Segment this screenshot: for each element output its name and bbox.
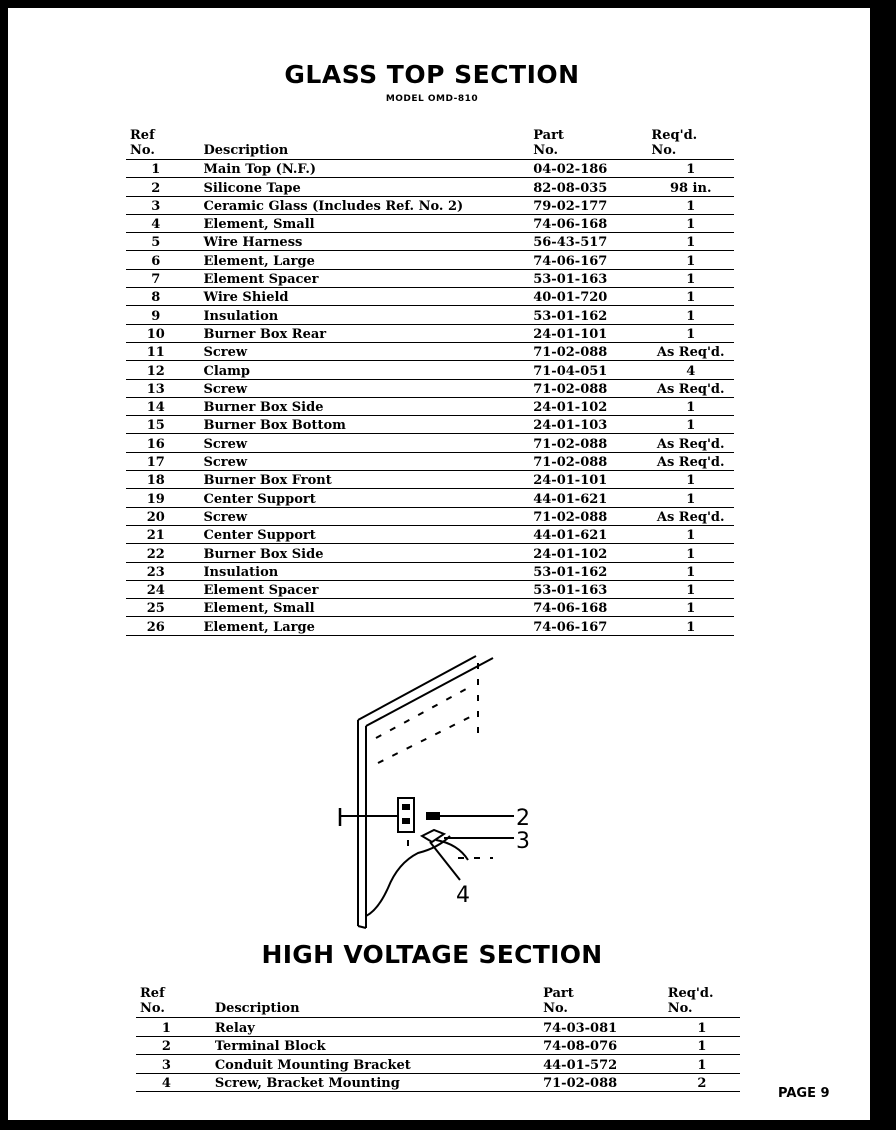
table-header-row: [126, 124, 734, 160]
table-row: [126, 196, 734, 214]
part-number-cell: 24-01-101: [533, 326, 608, 342]
part-number-cell: 71-02-088: [533, 509, 608, 525]
reqd-cell: 1: [697, 1039, 707, 1054]
callout-2: 2: [516, 806, 530, 831]
ref-cell: 4: [151, 217, 161, 233]
ref-cell: 18: [146, 473, 165, 489]
glass-top-title: GLASS TOP SECTION: [284, 60, 580, 89]
high-voltage-diagram: [318, 648, 578, 938]
table-row: [126, 599, 734, 617]
description-cell: Ceramic Glass (Includes Ref. No. 2): [203, 198, 464, 214]
reqd-cell: As Req'd.: [656, 345, 725, 361]
ref-cell: 4: [161, 1076, 171, 1091]
header-part: [539, 978, 664, 1018]
header-reqd: [664, 978, 740, 1018]
reqd-cell: 1: [686, 473, 696, 489]
panel-outline: [358, 656, 493, 928]
part-number-cell: 44-01-621: [533, 491, 608, 507]
description-cell: Element, Small: [203, 601, 315, 617]
part-number-cell: 74-08-076: [543, 1039, 618, 1054]
table-row: [126, 544, 734, 562]
table-row: [126, 562, 734, 580]
part-number-cell: 53-01-162: [533, 308, 608, 324]
high-voltage-title: HIGH VOLTAGE SECTION: [261, 940, 603, 969]
ref-cell: 9: [151, 308, 161, 324]
table-row: [136, 1036, 740, 1055]
reqd-cell: As Req'd.: [656, 381, 725, 397]
part-number-cell: 74-06-167: [533, 619, 608, 635]
part-number-cell: 71-02-088: [533, 381, 608, 397]
table-row: [126, 617, 734, 635]
reqd-cell: 1: [697, 1057, 707, 1073]
table-row: [126, 379, 734, 397]
description-cell: Burner Box Side: [203, 400, 324, 416]
table-row: [126, 178, 734, 196]
header-ref: [126, 124, 185, 160]
part-number-cell: 24-01-101: [533, 473, 608, 489]
part-number-cell: 79-02-177: [533, 198, 608, 214]
high-voltage-parts-table: [136, 978, 740, 1092]
ref-cell: 25: [146, 601, 165, 617]
table-row: [126, 434, 734, 452]
part-number-cell: 24-01-103: [533, 418, 608, 434]
part-number-cell: 74-06-167: [533, 253, 608, 269]
callout-4: 4: [456, 883, 470, 908]
header-ref-line2: No.: [140, 1001, 165, 1016]
description-cell: Terminal Block: [214, 1039, 326, 1054]
document-page: [8, 8, 870, 1120]
part-number-cell: 74-06-168: [533, 217, 608, 233]
description-cell: Center Support: [203, 528, 316, 544]
ref-cell: 20: [146, 509, 165, 525]
ref-cell: 7: [151, 272, 161, 288]
table-row: [136, 1018, 740, 1037]
description-cell: Insulation: [203, 564, 279, 580]
part-number-cell: 04-02-186: [533, 162, 608, 178]
panel-hidden-edges: [376, 663, 493, 858]
part-number-cell: 53-01-163: [533, 583, 608, 599]
table-row: [126, 160, 734, 178]
table-row: [126, 233, 734, 251]
header-reqd: [647, 124, 734, 160]
reqd-cell: 2: [697, 1076, 707, 1091]
description-cell: Insulation: [203, 308, 279, 324]
description-cell: Burner Box Bottom: [203, 418, 346, 434]
header-ref-line1: Ref: [140, 986, 165, 1001]
header-reqd-line1: Req'd.: [667, 986, 714, 1001]
header-part-line2: No.: [533, 143, 559, 158]
part-number-cell: 74-03-081: [543, 1020, 618, 1036]
description-cell: Screw, Bracket Mounting: [214, 1076, 400, 1091]
header-reqd-line2: No.: [667, 1001, 693, 1016]
relay-part: [398, 798, 414, 832]
table-row: [126, 269, 734, 287]
description-cell: Main Top (N.F.): [203, 162, 316, 178]
ref-cell: 26: [146, 619, 165, 635]
description-cell: Wire Harness: [203, 235, 303, 251]
header-ref-line2: No.: [130, 143, 155, 158]
table-row: [126, 361, 734, 379]
glass-top-parts-table: [126, 124, 734, 636]
description-cell: Conduit Mounting Bracket: [214, 1057, 411, 1073]
part-number-cell: 44-01-572: [543, 1057, 618, 1073]
reqd-cell: 4: [686, 363, 696, 379]
table-row: [126, 214, 734, 232]
description-cell: Element, Large: [203, 253, 315, 269]
description-cell: Wire Shield: [203, 290, 289, 306]
part-number-cell: 40-01-720: [533, 290, 608, 306]
table-row: [126, 397, 734, 415]
description-cell: Center Support: [203, 491, 316, 507]
description-cell: Relay: [214, 1020, 255, 1036]
part-number-cell: 71-02-088: [533, 345, 608, 361]
model-label: MODEL OMD-810: [385, 94, 479, 104]
reqd-cell: 1: [686, 528, 696, 544]
terminal-block-part: [426, 812, 440, 820]
ref-cell: 3: [151, 198, 161, 214]
header-ref-line1: Ref: [130, 128, 155, 143]
part-number-cell: 74-06-168: [533, 601, 608, 617]
part-number-cell: 44-01-621: [533, 528, 608, 544]
table-row: [126, 580, 734, 598]
header-ref: [136, 978, 197, 1018]
reqd-cell: 1: [686, 564, 696, 580]
description-cell: Screw: [203, 381, 248, 397]
part-number-cell: 82-08-035: [533, 180, 608, 196]
part-number-cell: 24-01-102: [533, 546, 608, 562]
reqd-cell: 1: [686, 418, 696, 434]
reqd-cell: 1: [686, 400, 696, 416]
description-cell: Element, Small: [203, 217, 315, 233]
reqd-cell: 1: [686, 619, 696, 635]
description-cell: Burner Box Rear: [203, 326, 327, 342]
table-row: [126, 507, 734, 525]
part-number-cell: 24-01-102: [533, 400, 608, 416]
ref-cell: 10: [146, 326, 165, 342]
reqd-cell: 1: [686, 491, 696, 507]
reqd-cell: 1: [686, 235, 696, 251]
description-cell: Screw: [203, 455, 248, 471]
reqd-cell: 1: [686, 217, 696, 233]
ref-cell: 11: [146, 345, 165, 361]
callout-3: 3: [516, 829, 530, 854]
ref-cell: 1: [161, 1020, 171, 1036]
part-number-cell: 53-01-162: [533, 564, 608, 580]
ref-cell: 5: [151, 235, 161, 251]
description-cell: Silicone Tape: [203, 180, 301, 196]
ref-cell: 3: [161, 1057, 171, 1073]
table-row: [126, 324, 734, 342]
reqd-cell: 1: [686, 198, 696, 214]
table-row: [126, 452, 734, 470]
table-row: [136, 1055, 740, 1074]
high-voltage-rows: [136, 1018, 740, 1092]
description-cell: Screw: [203, 345, 248, 361]
ref-cell: 1: [151, 162, 161, 178]
part-number-cell: 56-43-517: [533, 235, 608, 251]
table-row: [136, 1073, 740, 1092]
ref-cell: 2: [161, 1039, 171, 1054]
ref-cell: 15: [146, 418, 165, 434]
ref-cell: 2: [151, 180, 161, 196]
reqd-cell: 98 in.: [669, 180, 712, 196]
description-cell: Screw: [203, 436, 248, 452]
header-reqd-line2: No.: [651, 143, 677, 158]
ref-cell: 16: [146, 436, 165, 452]
table-row: [126, 306, 734, 324]
table-row: [126, 416, 734, 434]
reqd-cell: As Req'd.: [656, 455, 725, 471]
reqd-cell: 1: [686, 308, 696, 324]
page-number: PAGE 9: [778, 1086, 830, 1101]
header-description: Description: [214, 1001, 300, 1016]
part-number-cell: 71-04-051: [533, 363, 608, 379]
part-number-cell: 71-02-088: [533, 436, 608, 452]
description-cell: Burner Box Side: [203, 546, 324, 562]
description-cell: Element Spacer: [203, 583, 319, 599]
reqd-cell: As Req'd.: [656, 436, 725, 452]
ref-cell: 22: [146, 546, 165, 562]
description-cell: Screw: [203, 509, 248, 525]
part-number-cell: 53-01-163: [533, 272, 608, 288]
ref-cell: 12: [146, 363, 165, 379]
reqd-cell: 1: [686, 546, 696, 562]
part-number-cell: 71-02-088: [533, 455, 608, 471]
reqd-cell: 1: [686, 326, 696, 342]
reqd-cell: 1: [686, 583, 696, 599]
table-row: [126, 489, 734, 507]
reqd-cell: 1: [686, 162, 696, 178]
reqd-cell: 1: [686, 601, 696, 617]
ref-cell: 23: [146, 564, 165, 580]
header-part: [529, 124, 647, 160]
reqd-cell: 1: [686, 253, 696, 269]
ref-cell: 21: [146, 528, 165, 544]
ref-cell: 19: [146, 491, 165, 507]
reqd-cell: 1: [686, 272, 696, 288]
header-part-line1: Part: [543, 986, 574, 1001]
table-row: [126, 342, 734, 360]
ref-cell: 14: [146, 400, 165, 416]
table-row: [126, 251, 734, 269]
ref-cell: 24: [146, 583, 165, 599]
table-header-row: [136, 978, 740, 1018]
reqd-cell: 1: [686, 290, 696, 306]
description-cell: Burner Box Front: [203, 473, 332, 489]
glass-top-rows: [126, 160, 734, 636]
reqd-cell: 1: [697, 1020, 707, 1036]
part-number-cell: 71-02-088: [543, 1076, 618, 1091]
description-cell: Element Spacer: [203, 272, 319, 288]
reqd-cell: As Req'd.: [656, 509, 725, 525]
header-reqd-line1: Req'd.: [651, 128, 698, 143]
table-row: [126, 525, 734, 543]
description-cell: Clamp: [203, 363, 251, 379]
table-row: [126, 288, 734, 306]
ref-cell: 6: [151, 253, 161, 269]
ref-cell: 17: [146, 455, 165, 471]
header-part-line2: No.: [543, 1001, 568, 1016]
ref-cell: 13: [146, 381, 165, 397]
description-cell: Element, Large: [203, 619, 315, 635]
table-row: [126, 471, 734, 489]
ref-cell: 8: [151, 290, 161, 306]
header-description: Description: [203, 143, 289, 158]
header-part-line1: Part: [533, 128, 564, 143]
